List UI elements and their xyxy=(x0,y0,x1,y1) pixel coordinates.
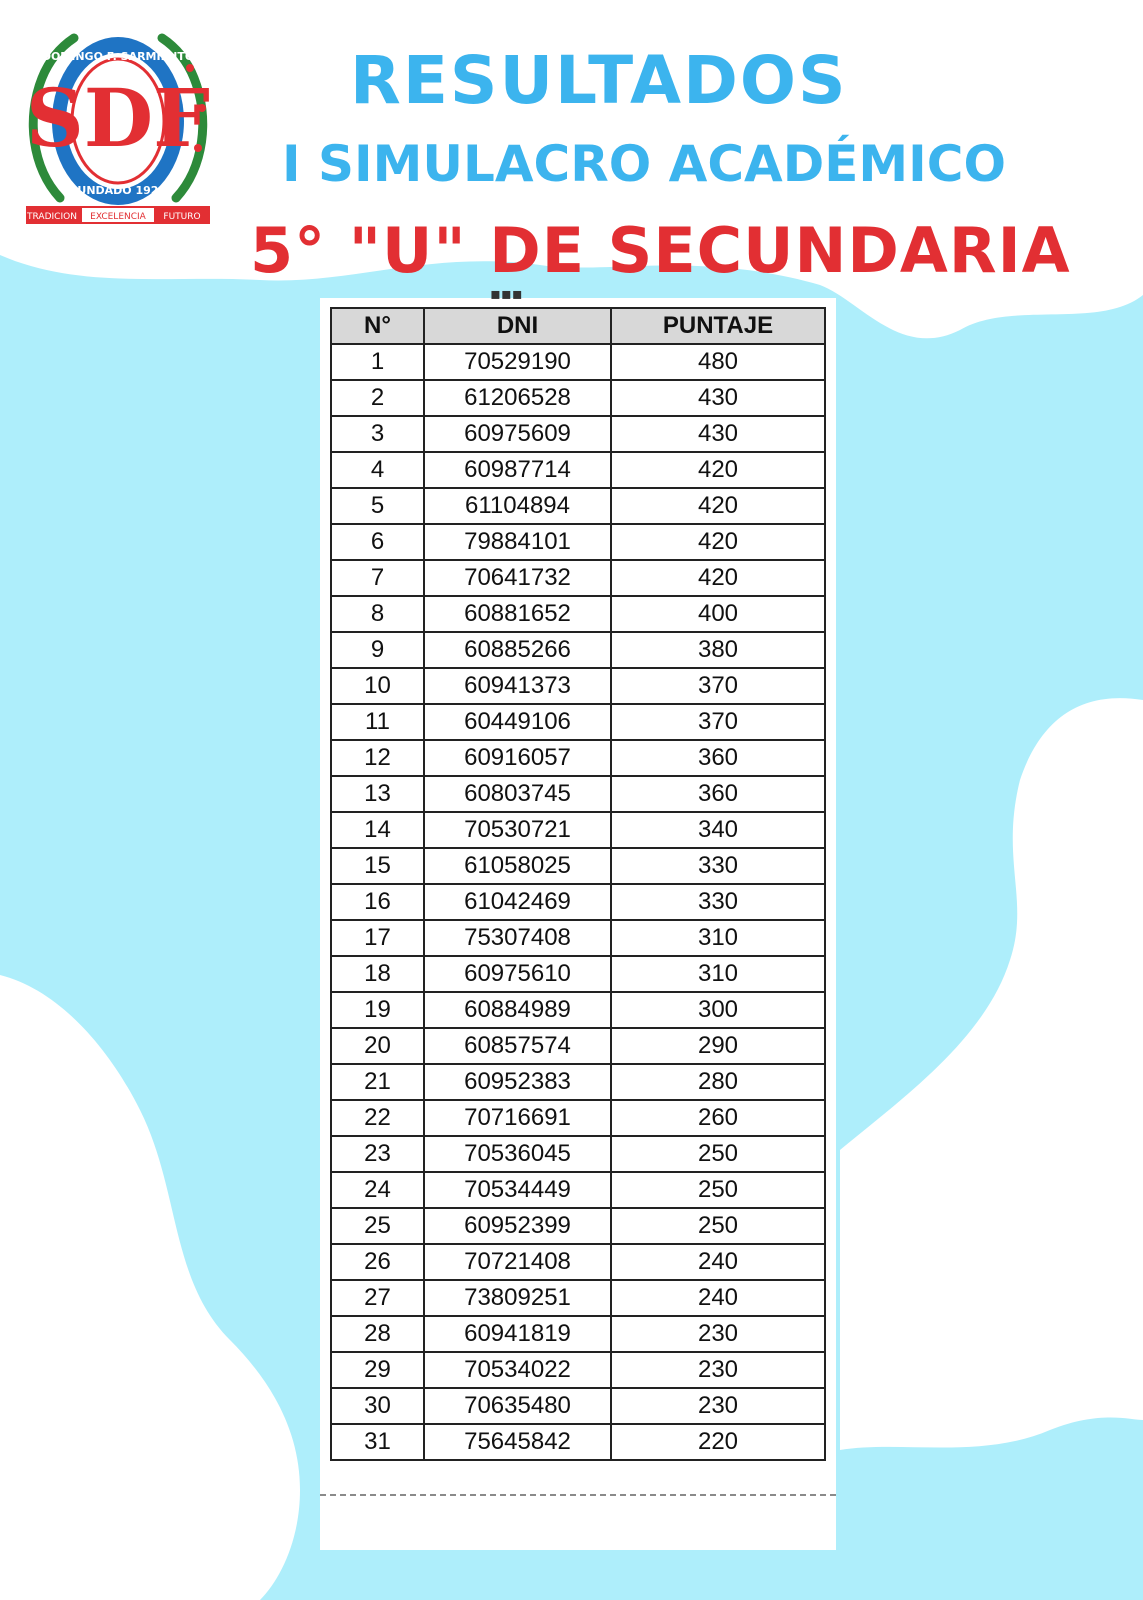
table-row xyxy=(331,524,825,560)
cell-puntaje: 230 xyxy=(611,1352,825,1388)
table-row xyxy=(331,1208,825,1244)
cell-number: 3 xyxy=(331,416,424,452)
table-row xyxy=(331,1244,825,1280)
cell-number: 29 xyxy=(331,1352,424,1388)
cell-dni: 61104894 xyxy=(424,488,611,524)
cell-puntaje: 330 xyxy=(611,884,825,920)
table-row xyxy=(331,1028,825,1064)
cell-dni: 70530721 xyxy=(424,812,611,848)
cell-dni: 60916057 xyxy=(424,740,611,776)
cell-puntaje: 430 xyxy=(611,416,825,452)
cell-dni: 61042469 xyxy=(424,884,611,920)
cell-number: 9 xyxy=(331,632,424,668)
cell-puntaje: 280 xyxy=(611,1064,825,1100)
cell-number: 15 xyxy=(331,848,424,884)
cell-number: 26 xyxy=(331,1244,424,1280)
cell-puntaje: 290 xyxy=(611,1028,825,1064)
cell-puntaje: 360 xyxy=(611,740,825,776)
table-header-row xyxy=(331,308,825,344)
cell-puntaje: 420 xyxy=(611,524,825,560)
table-row xyxy=(331,1316,825,1352)
cell-dni: 60884989 xyxy=(424,992,611,1028)
table-row xyxy=(331,1136,825,1172)
cell-puntaje: 250 xyxy=(611,1136,825,1172)
cell-dni: 70536045 xyxy=(424,1136,611,1172)
cell-puntaje: 370 xyxy=(611,704,825,740)
logo-school-name: DOMINGO F. SARMIENTO xyxy=(41,50,195,63)
cell-dni: 60449106 xyxy=(424,704,611,740)
cell-number: 2 xyxy=(331,380,424,416)
cell-dni: 60881652 xyxy=(424,596,611,632)
page-subtitle: I SIMULACRO ACADÉMICO xyxy=(282,135,1006,193)
cell-dni: 61206528 xyxy=(424,380,611,416)
column-header-dni: DNI xyxy=(424,308,611,344)
table-row xyxy=(331,704,825,740)
cell-puntaje: 380 xyxy=(611,632,825,668)
cell-number: 12 xyxy=(331,740,424,776)
table-row xyxy=(331,1064,825,1100)
cell-puntaje: 240 xyxy=(611,1280,825,1316)
cell-puntaje: 430 xyxy=(611,380,825,416)
cropped-text-fragment: ▪▪▪ xyxy=(490,284,523,303)
cell-puntaje: 420 xyxy=(611,488,825,524)
cell-dni: 60952399 xyxy=(424,1208,611,1244)
logo-letter-s: SDF xyxy=(26,71,210,165)
table-row xyxy=(331,488,825,524)
dashed-separator xyxy=(320,1494,836,1496)
cell-dni: 60975610 xyxy=(424,956,611,992)
cell-puntaje: 400 xyxy=(611,596,825,632)
cell-number: 31 xyxy=(331,1424,424,1460)
cell-number: 22 xyxy=(331,1100,424,1136)
cell-number: 4 xyxy=(331,452,424,488)
cell-number: 7 xyxy=(331,560,424,596)
cell-puntaje: 330 xyxy=(611,848,825,884)
results-table xyxy=(330,307,826,1461)
table-row xyxy=(331,920,825,956)
table-row xyxy=(331,1388,825,1424)
cell-dni: 60941819 xyxy=(424,1316,611,1352)
table-row xyxy=(331,776,825,812)
cell-puntaje: 250 xyxy=(611,1208,825,1244)
results-table-body xyxy=(331,344,825,1460)
cell-number: 24 xyxy=(331,1172,424,1208)
cell-dni: 70534449 xyxy=(424,1172,611,1208)
logo-ribbon-futuro: FUTURO xyxy=(163,212,201,222)
cell-puntaje: 240 xyxy=(611,1244,825,1280)
cell-number: 14 xyxy=(331,812,424,848)
table-row xyxy=(331,956,825,992)
table-row xyxy=(331,560,825,596)
page-title: RESULTADOS xyxy=(350,42,848,119)
cell-puntaje: 220 xyxy=(611,1424,825,1460)
cell-number: 20 xyxy=(331,1028,424,1064)
cell-dni: 79884101 xyxy=(424,524,611,560)
table-row xyxy=(331,812,825,848)
cell-dni: 70529190 xyxy=(424,344,611,380)
cell-dni: 60885266 xyxy=(424,632,611,668)
table-row xyxy=(331,1172,825,1208)
logo-ribbon-tradicion: TRADICION xyxy=(27,212,77,222)
cell-dni: 70716691 xyxy=(424,1100,611,1136)
table-row xyxy=(331,740,825,776)
cell-number: 19 xyxy=(331,992,424,1028)
table-row xyxy=(331,596,825,632)
table-row xyxy=(331,344,825,380)
table-row xyxy=(331,416,825,452)
cell-number: 23 xyxy=(331,1136,424,1172)
table-row xyxy=(331,668,825,704)
cell-dni: 60952383 xyxy=(424,1064,611,1100)
table-row xyxy=(331,992,825,1028)
cell-number: 1 xyxy=(331,344,424,380)
cell-number: 21 xyxy=(331,1064,424,1100)
cell-puntaje: 300 xyxy=(611,992,825,1028)
cell-dni: 70635480 xyxy=(424,1388,611,1424)
cell-puntaje: 230 xyxy=(611,1388,825,1424)
cell-puntaje: 420 xyxy=(611,452,825,488)
cell-number: 6 xyxy=(331,524,424,560)
table-row xyxy=(331,884,825,920)
table-row xyxy=(331,632,825,668)
cell-number: 8 xyxy=(331,596,424,632)
cell-dni: 70534022 xyxy=(424,1352,611,1388)
logo-ribbon-excelencia: EXCELENCIA xyxy=(90,212,146,222)
cell-dni: 60803745 xyxy=(424,776,611,812)
table-row xyxy=(331,452,825,488)
cell-number: 17 xyxy=(331,920,424,956)
cell-number: 27 xyxy=(331,1280,424,1316)
cell-dni: 73809251 xyxy=(424,1280,611,1316)
cell-dni: 60941373 xyxy=(424,668,611,704)
cell-dni: 70721408 xyxy=(424,1244,611,1280)
cell-dni: 60975609 xyxy=(424,416,611,452)
cell-number: 28 xyxy=(331,1316,424,1352)
cell-puntaje: 310 xyxy=(611,956,825,992)
table-row xyxy=(331,1352,825,1388)
cell-puntaje: 480 xyxy=(611,344,825,380)
cell-number: 13 xyxy=(331,776,424,812)
cell-puntaje: 230 xyxy=(611,1316,825,1352)
cell-puntaje: 250 xyxy=(611,1172,825,1208)
grade-heading: 5° "U" DE SECUNDARIA xyxy=(250,214,1071,287)
table-row xyxy=(331,848,825,884)
cell-number: 10 xyxy=(331,668,424,704)
table-row xyxy=(331,1100,825,1136)
cell-dni: 61058025 xyxy=(424,848,611,884)
cell-number: 11 xyxy=(331,704,424,740)
cell-number: 18 xyxy=(331,956,424,992)
cell-dni: 75307408 xyxy=(424,920,611,956)
cell-number: 25 xyxy=(331,1208,424,1244)
school-logo xyxy=(22,18,214,232)
cell-dni: 60987714 xyxy=(424,452,611,488)
column-header-puntaje: PUNTAJE xyxy=(611,308,825,344)
cell-dni: 75645842 xyxy=(424,1424,611,1460)
cell-puntaje: 370 xyxy=(611,668,825,704)
table-row xyxy=(331,1424,825,1460)
cell-puntaje: 360 xyxy=(611,776,825,812)
logo-founded: FUNDADO 1922 xyxy=(69,184,167,197)
cell-number: 16 xyxy=(331,884,424,920)
cell-number: 5 xyxy=(331,488,424,524)
cell-dni: 70641732 xyxy=(424,560,611,596)
cell-number: 30 xyxy=(331,1388,424,1424)
column-header-number: N° xyxy=(331,308,424,344)
cell-puntaje: 310 xyxy=(611,920,825,956)
cell-puntaje: 260 xyxy=(611,1100,825,1136)
cell-puntaje: 420 xyxy=(611,560,825,596)
cell-dni: 60857574 xyxy=(424,1028,611,1064)
cell-puntaje: 340 xyxy=(611,812,825,848)
table-row xyxy=(331,380,825,416)
table-row xyxy=(331,1280,825,1316)
